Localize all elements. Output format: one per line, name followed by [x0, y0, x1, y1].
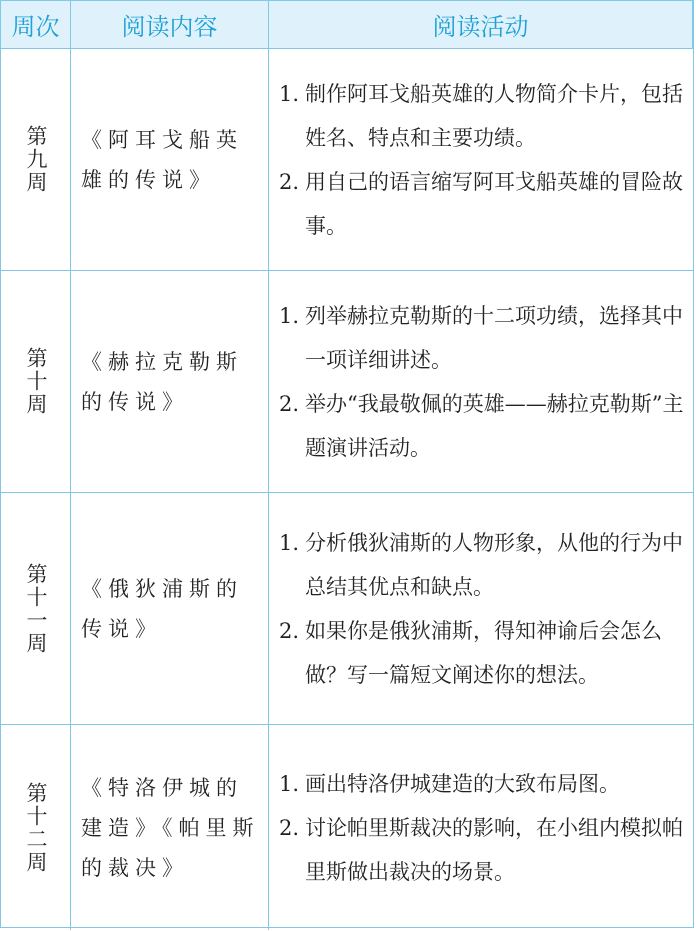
activity-number: 2. [279, 618, 300, 643]
week-cell [1, 493, 71, 725]
activity-item [279, 294, 685, 382]
activity-item [279, 382, 685, 470]
activity-text: 用自己的语言缩写阿耳戈船英雄的冒险故事。 [305, 169, 683, 238]
activity-number: 1. [279, 771, 300, 796]
activity-number: 2. [279, 391, 300, 416]
content-title: 《俄狄浦斯的传说》 [81, 576, 243, 641]
activity-text: 举办“我最敬佩的英雄——赫拉克勒斯”主题演讲活动。 [305, 391, 684, 460]
activity-number: 2. [279, 815, 300, 840]
content-title: 《特洛伊城的建造》《帕里斯的裁决》 [81, 775, 260, 880]
activity-number: 1. [279, 530, 300, 555]
week-label: 第十一周 [24, 562, 48, 655]
content-title: 《阿耳戈船英雄的传说》 [81, 127, 243, 192]
content-cell [71, 493, 269, 725]
activity-list [279, 521, 685, 697]
activity-text: 分析俄狄浦斯的人物形象，从他的行为中总结其优点和缺点。 [305, 530, 683, 599]
week-cell [1, 271, 71, 493]
activity-number: 1. [279, 81, 300, 106]
activity-item [279, 806, 685, 894]
content-title: 《赫拉克勒斯的传说》 [81, 349, 243, 414]
activity-item [279, 609, 685, 697]
activity-text: 画出特洛伊城建造的大致布局图。 [305, 771, 620, 796]
content-cell [71, 271, 269, 493]
activity-list [279, 294, 685, 470]
week-cell [1, 49, 71, 271]
header-activity: 阅读活动 [269, 1, 693, 49]
activity-cell [269, 49, 693, 271]
week-label: 第十周 [24, 347, 48, 416]
activity-number: 1. [279, 303, 300, 328]
activity-list [279, 72, 685, 248]
week-label: 第九周 [24, 125, 48, 194]
activity-cell [269, 725, 693, 930]
activity-item [279, 160, 685, 248]
activity-item [279, 762, 685, 806]
activity-item [279, 521, 685, 609]
activity-text: 讨论帕里斯裁决的影响，在小组内模拟帕里斯做出裁决的场景。 [305, 815, 683, 884]
activity-list [279, 762, 685, 894]
header-content: 阅读内容 [71, 1, 269, 49]
week-label: 第十二周 [24, 781, 48, 874]
activity-text: 列举赫拉克勒斯的十二项功绩，选择其中一项详细讲述。 [305, 303, 683, 372]
activity-text: 如果你是俄狄浦斯，得知神谕后会怎么做？写一篇短文阐述你的想法。 [305, 618, 662, 687]
activity-number: 2. [279, 169, 300, 194]
week-cell [1, 725, 71, 930]
activity-cell [269, 493, 693, 725]
activity-cell [269, 271, 693, 493]
activity-text: 制作阿耳戈船英雄的人物简介卡片，包括姓名、特点和主要功绩。 [305, 81, 683, 150]
content-cell [71, 49, 269, 271]
content-cell [71, 725, 269, 930]
activity-item [279, 72, 685, 160]
header-week: 周次 [1, 1, 71, 49]
